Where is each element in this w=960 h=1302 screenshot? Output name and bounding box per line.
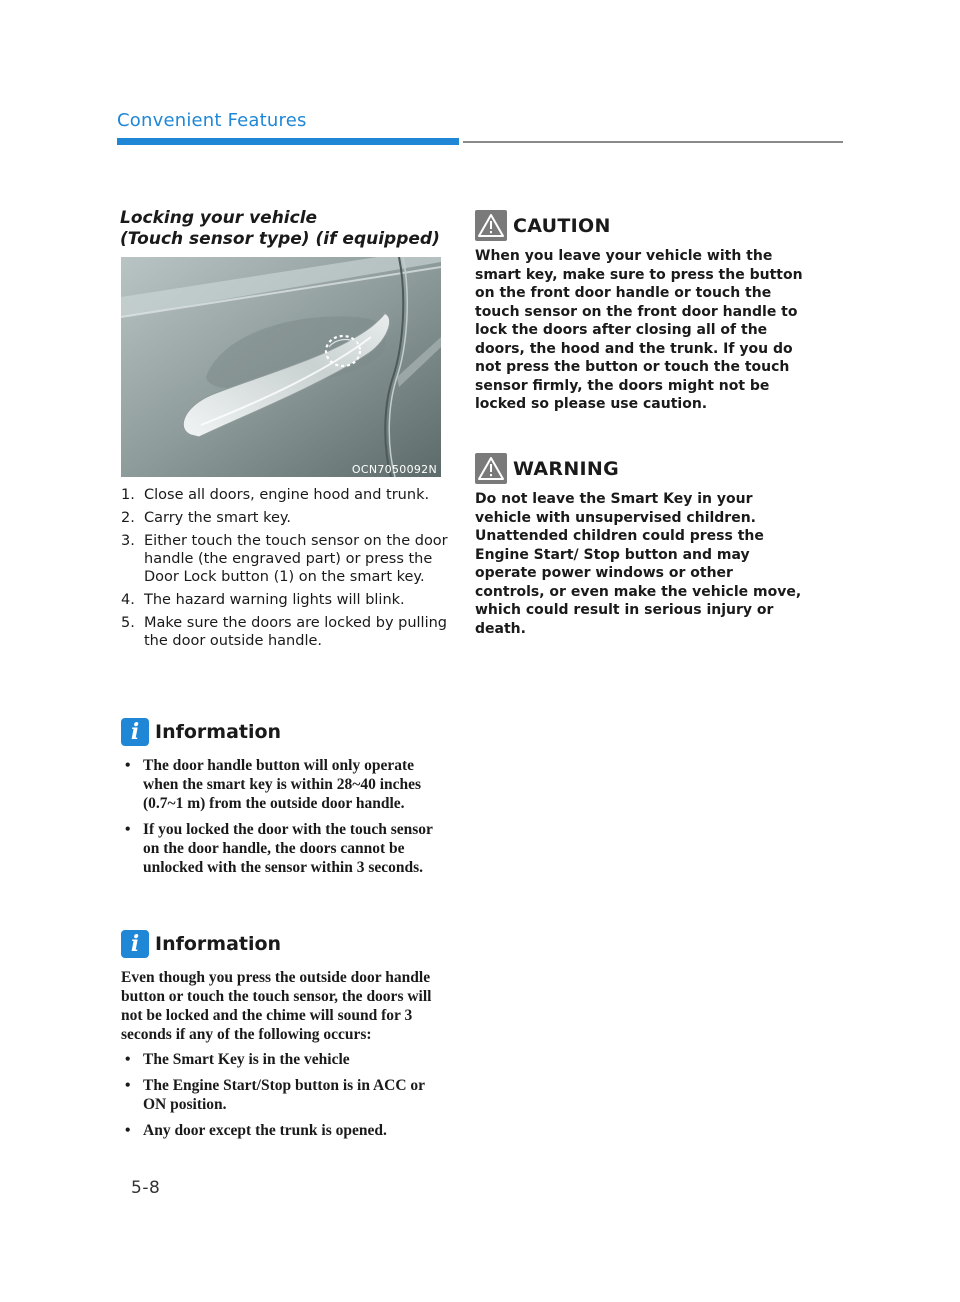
warning-triangle-icon — [475, 210, 507, 241]
section-title-line2: (Touch sensor type) (if equipped) — [120, 229, 440, 249]
information-header — [121, 718, 451, 746]
caution-header — [475, 210, 805, 241]
header-rule-accent — [117, 138, 459, 145]
warning-box — [475, 453, 805, 638]
caution-text: When you leave your vehicle with the smart key, make sure to press the button on the front door handle or touch the touch sensor on the front door handle to lock the doors after closing all of the doors, the hood and the trunk. If you do not press the button or touch the touch sensor firmly, the doors might not be locked so please use caution. — [475, 248, 803, 412]
list-item: • The Engine Start/Stop button is in ACC or ON position. — [121, 1076, 451, 1114]
door-handle-drawing — [121, 257, 441, 477]
section-title — [120, 208, 460, 250]
warning-text: Do not leave the Smart Key in your vehicle with unsupervised children. Unattended children could press the Engine Start/ Stop button and may operate power windows or other controls, or even make the vehicle move, which could result in serious injury or death. — [475, 491, 802, 637]
list-item: 4. The hazard warning lights will blink. — [121, 592, 405, 608]
page-number: 5-8 — [131, 1178, 161, 1198]
information-header — [121, 930, 451, 958]
list-item: 5. Make sure the doors are locked by pulling the door outside handle. — [121, 615, 448, 649]
information-title: Information — [155, 721, 282, 743]
info-icon: i — [121, 718, 149, 746]
list-item: 2. Carry the smart key. — [121, 510, 292, 526]
caution-box — [475, 210, 805, 414]
header-rule — [463, 141, 843, 143]
info-icon: i — [121, 930, 149, 958]
information-bullets — [121, 756, 451, 877]
door-handle-illustration — [121, 257, 441, 477]
warning-title: WARNING — [513, 457, 620, 480]
information-box-2 — [121, 930, 451, 1147]
information-box-1 — [121, 718, 451, 884]
information-bullets — [121, 1050, 451, 1140]
figure-code: OCN7050092N — [351, 463, 437, 476]
list-item: • The Smart Key is in the vehicle — [121, 1050, 451, 1069]
list-item: • If you locked the door with the touch sensor on the door handle, the doors cannot be unlocked with the sensor within 3 seconds. — [121, 820, 451, 877]
list-item: • Any door except the trunk is opened. — [121, 1121, 451, 1140]
list-item: • The door handle button will only operate when the smart key is within 28~40 inches (0.7~1 m) from the outside door handle. — [121, 756, 451, 813]
warning-header — [475, 453, 805, 484]
information-title: Information — [155, 933, 282, 955]
running-header: Convenient Features — [117, 110, 307, 131]
section-title-line1: Locking your vehicle — [120, 208, 318, 228]
locking-steps-list — [121, 486, 451, 655]
list-item: 3. Either touch the touch sensor on the door handle (the engraved part) or press the Door Lock button (1) on the smart key. — [121, 533, 448, 585]
list-item: 1. Close all doors, engine hood and trunk. — [121, 487, 430, 503]
information-intro: Even though you press the outside door handle button or touch the touch sensor, the doors will not be locked and the chime will sound for 3 seconds if any of the following occurs: — [121, 969, 432, 1043]
caution-title: CAUTION — [513, 214, 611, 237]
warning-triangle-icon — [475, 453, 507, 484]
